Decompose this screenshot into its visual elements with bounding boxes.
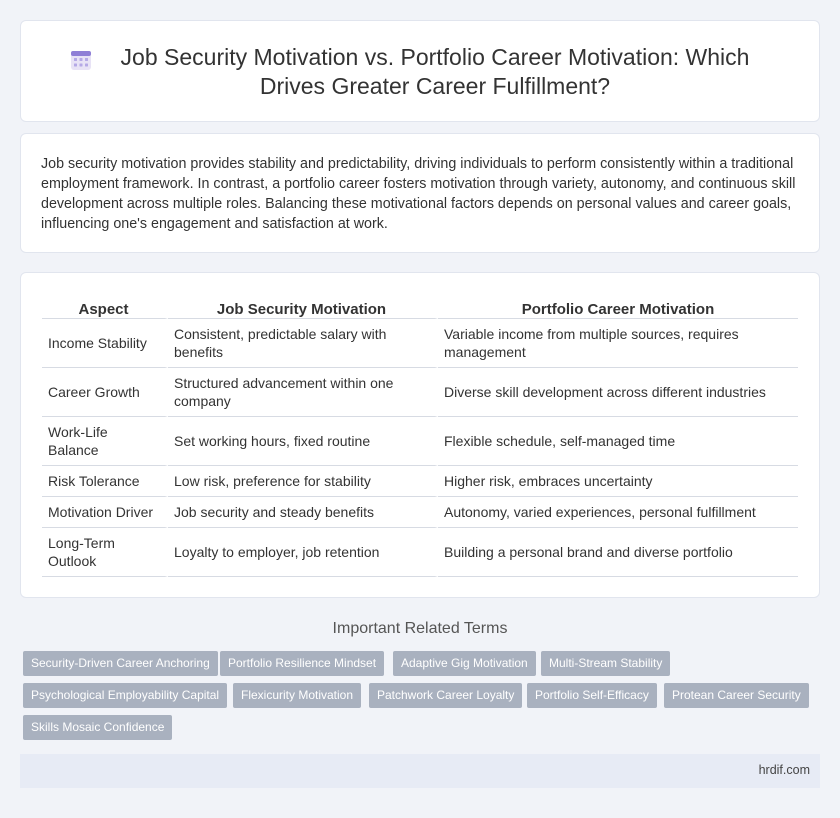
table-cell: Building a personal brand and diverse portfolio (438, 528, 798, 577)
table-cell: Motivation Driver (42, 497, 168, 528)
table-row (42, 368, 798, 417)
table-cell: Income Stability (42, 319, 168, 368)
related-term-tag[interactable]: Portfolio Self-Efficacy (527, 683, 657, 708)
title-card (20, 20, 820, 122)
column-header-aspect: Aspect (42, 293, 168, 319)
related-term-tag[interactable]: Patchwork Career Loyalty (369, 683, 522, 708)
table-row (42, 319, 798, 368)
intro-card (20, 133, 820, 253)
table-cell: Loyalty to employer, job retention (168, 528, 438, 577)
table-cell: Low risk, preference for stability (168, 466, 438, 497)
table-cell: Structured advancement within one company (168, 368, 438, 417)
table-row (42, 417, 798, 466)
related-terms-heading: Important Related Terms (332, 620, 508, 637)
related-term-tag[interactable]: Multi-Stream Stability (541, 651, 670, 676)
related-term-tag[interactable]: Adaptive Gig Motivation (393, 651, 536, 676)
table-cell: Variable income from multiple sources, requires management (438, 319, 798, 368)
table-cell: Risk Tolerance (42, 466, 168, 497)
related-term-tag[interactable]: Portfolio Resilience Mindset (220, 651, 384, 676)
column-header-job-security: Job Security Motivation (168, 293, 438, 319)
comparison-table (42, 293, 798, 577)
table-row (42, 528, 798, 577)
table-cell: Work-Life Balance (42, 417, 168, 466)
table-cell: Flexible schedule, self-managed time (438, 417, 798, 466)
comparison-table-card (20, 272, 820, 598)
table-cell: Set working hours, fixed routine (168, 417, 438, 466)
table-row (42, 497, 798, 528)
related-term-tag[interactable]: Skills Mosaic Confidence (23, 715, 172, 740)
intro-paragraph: Job security motivation provides stability and predictability, driving individuals to perform consistently within a traditional employment framework. In contrast, a portfolio career fosters motivation through variety, autonomy, and continuous skill development across multiple roles. Balancing these motivational factors depends on personal values and career goals, influencing one's engagement and satisfaction at work. (41, 156, 796, 232)
table-cell: Autonomy, varied experiences, personal fulfillment (438, 497, 798, 528)
column-header-portfolio-career: Portfolio Career Motivation (438, 293, 798, 319)
page-title: Job Security Motivation vs. Portfolio Career Motivation: Which Drives Greater Career Fulfillment? (120, 44, 750, 99)
table-cell: Consistent, predictable salary with benefits (168, 319, 438, 368)
table-cell: Higher risk, embraces uncertainty (438, 466, 798, 497)
related-term-tag[interactable]: Security-Driven Career Anchoring (23, 651, 218, 676)
table-cell: Job security and steady benefits (168, 497, 438, 528)
table-row (42, 466, 798, 497)
table-cell: Long-Term Outlook (42, 528, 168, 577)
related-term-tag[interactable]: Protean Career Security (664, 683, 809, 708)
related-term-tag[interactable]: Flexicurity Motivation (233, 683, 361, 708)
table-header-row (42, 293, 798, 319)
footer-bar (20, 754, 820, 788)
footer-site-link[interactable]: hrdif.com (758, 763, 810, 777)
table-cell: Diverse skill development across different industries (438, 368, 798, 417)
related-term-tag[interactable]: Psychological Employability Capital (23, 683, 227, 708)
table-cell: Career Growth (42, 368, 168, 417)
